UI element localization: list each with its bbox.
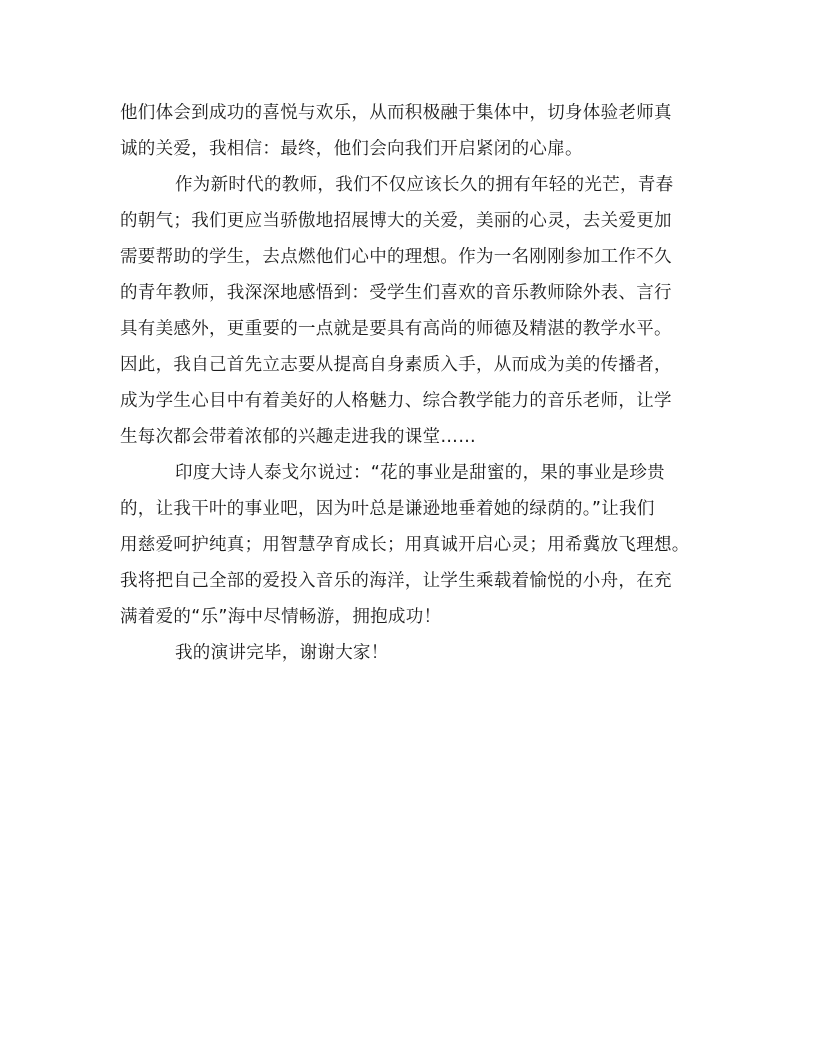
text-line: 诚的关爱，我相信：最终，他们会向我们开启紧闭的心扉。: [120, 139, 583, 159]
text-line: 的朝气；我们更应当骄傲地招展博大的关爱，美丽的心灵，去关爱更加: [120, 211, 672, 231]
text-line: 作为新时代的教师，我们不仅应该长久的拥有年轻的光芒，青春: [175, 175, 674, 195]
text-line: 因此，我自己首先立志要从提高自身素质入手，从而成为美的传播者，: [120, 355, 672, 375]
document-body: [120, 95, 700, 671]
text-line: 成为学生心目中有着美好的人格魅力、综合教学能力的音乐老师，让学: [120, 391, 672, 411]
text-line: 的，让我干叶的事业吧，因为叶总是谦逊地垂着她的绿荫的。”让我们: [120, 499, 655, 519]
text-line: 生每次都会带着浓郁的兴趣走进我的课堂……: [120, 427, 476, 447]
text-line: 他们体会到成功的喜悦与欢乐，从而积极融于集体中，切身体验老师真: [120, 103, 672, 123]
text-line: 我的演讲完毕，谢谢大家！: [175, 643, 389, 663]
text-line: 我将把自己全部的爱投入音乐的海洋，让学生乘载着愉悦的小舟，在充: [120, 571, 672, 591]
text-line: 需要帮助的学生，去点燃他们心中的理想。作为一名刚刚参加工作不久: [120, 247, 672, 267]
text-line: 具有美感外，更重要的一点就是要具有高尚的师德及精湛的教学水平。: [120, 319, 672, 339]
text-line: 的青年教师，我深深地感悟到：受学生们喜欢的音乐教师除外表、言行: [120, 283, 672, 303]
text-line: 满着爱的“乐”海中尽情畅游，拥抱成功！: [120, 607, 442, 627]
text-line: 用慈爱呵护纯真；用智慧孕育成长；用真诚开启心灵；用希冀放飞理想。: [120, 535, 690, 555]
text-line: 印度大诗人泰戈尔说过：“花的事业是甜蜜的，果的事业是珍贵: [175, 463, 665, 483]
